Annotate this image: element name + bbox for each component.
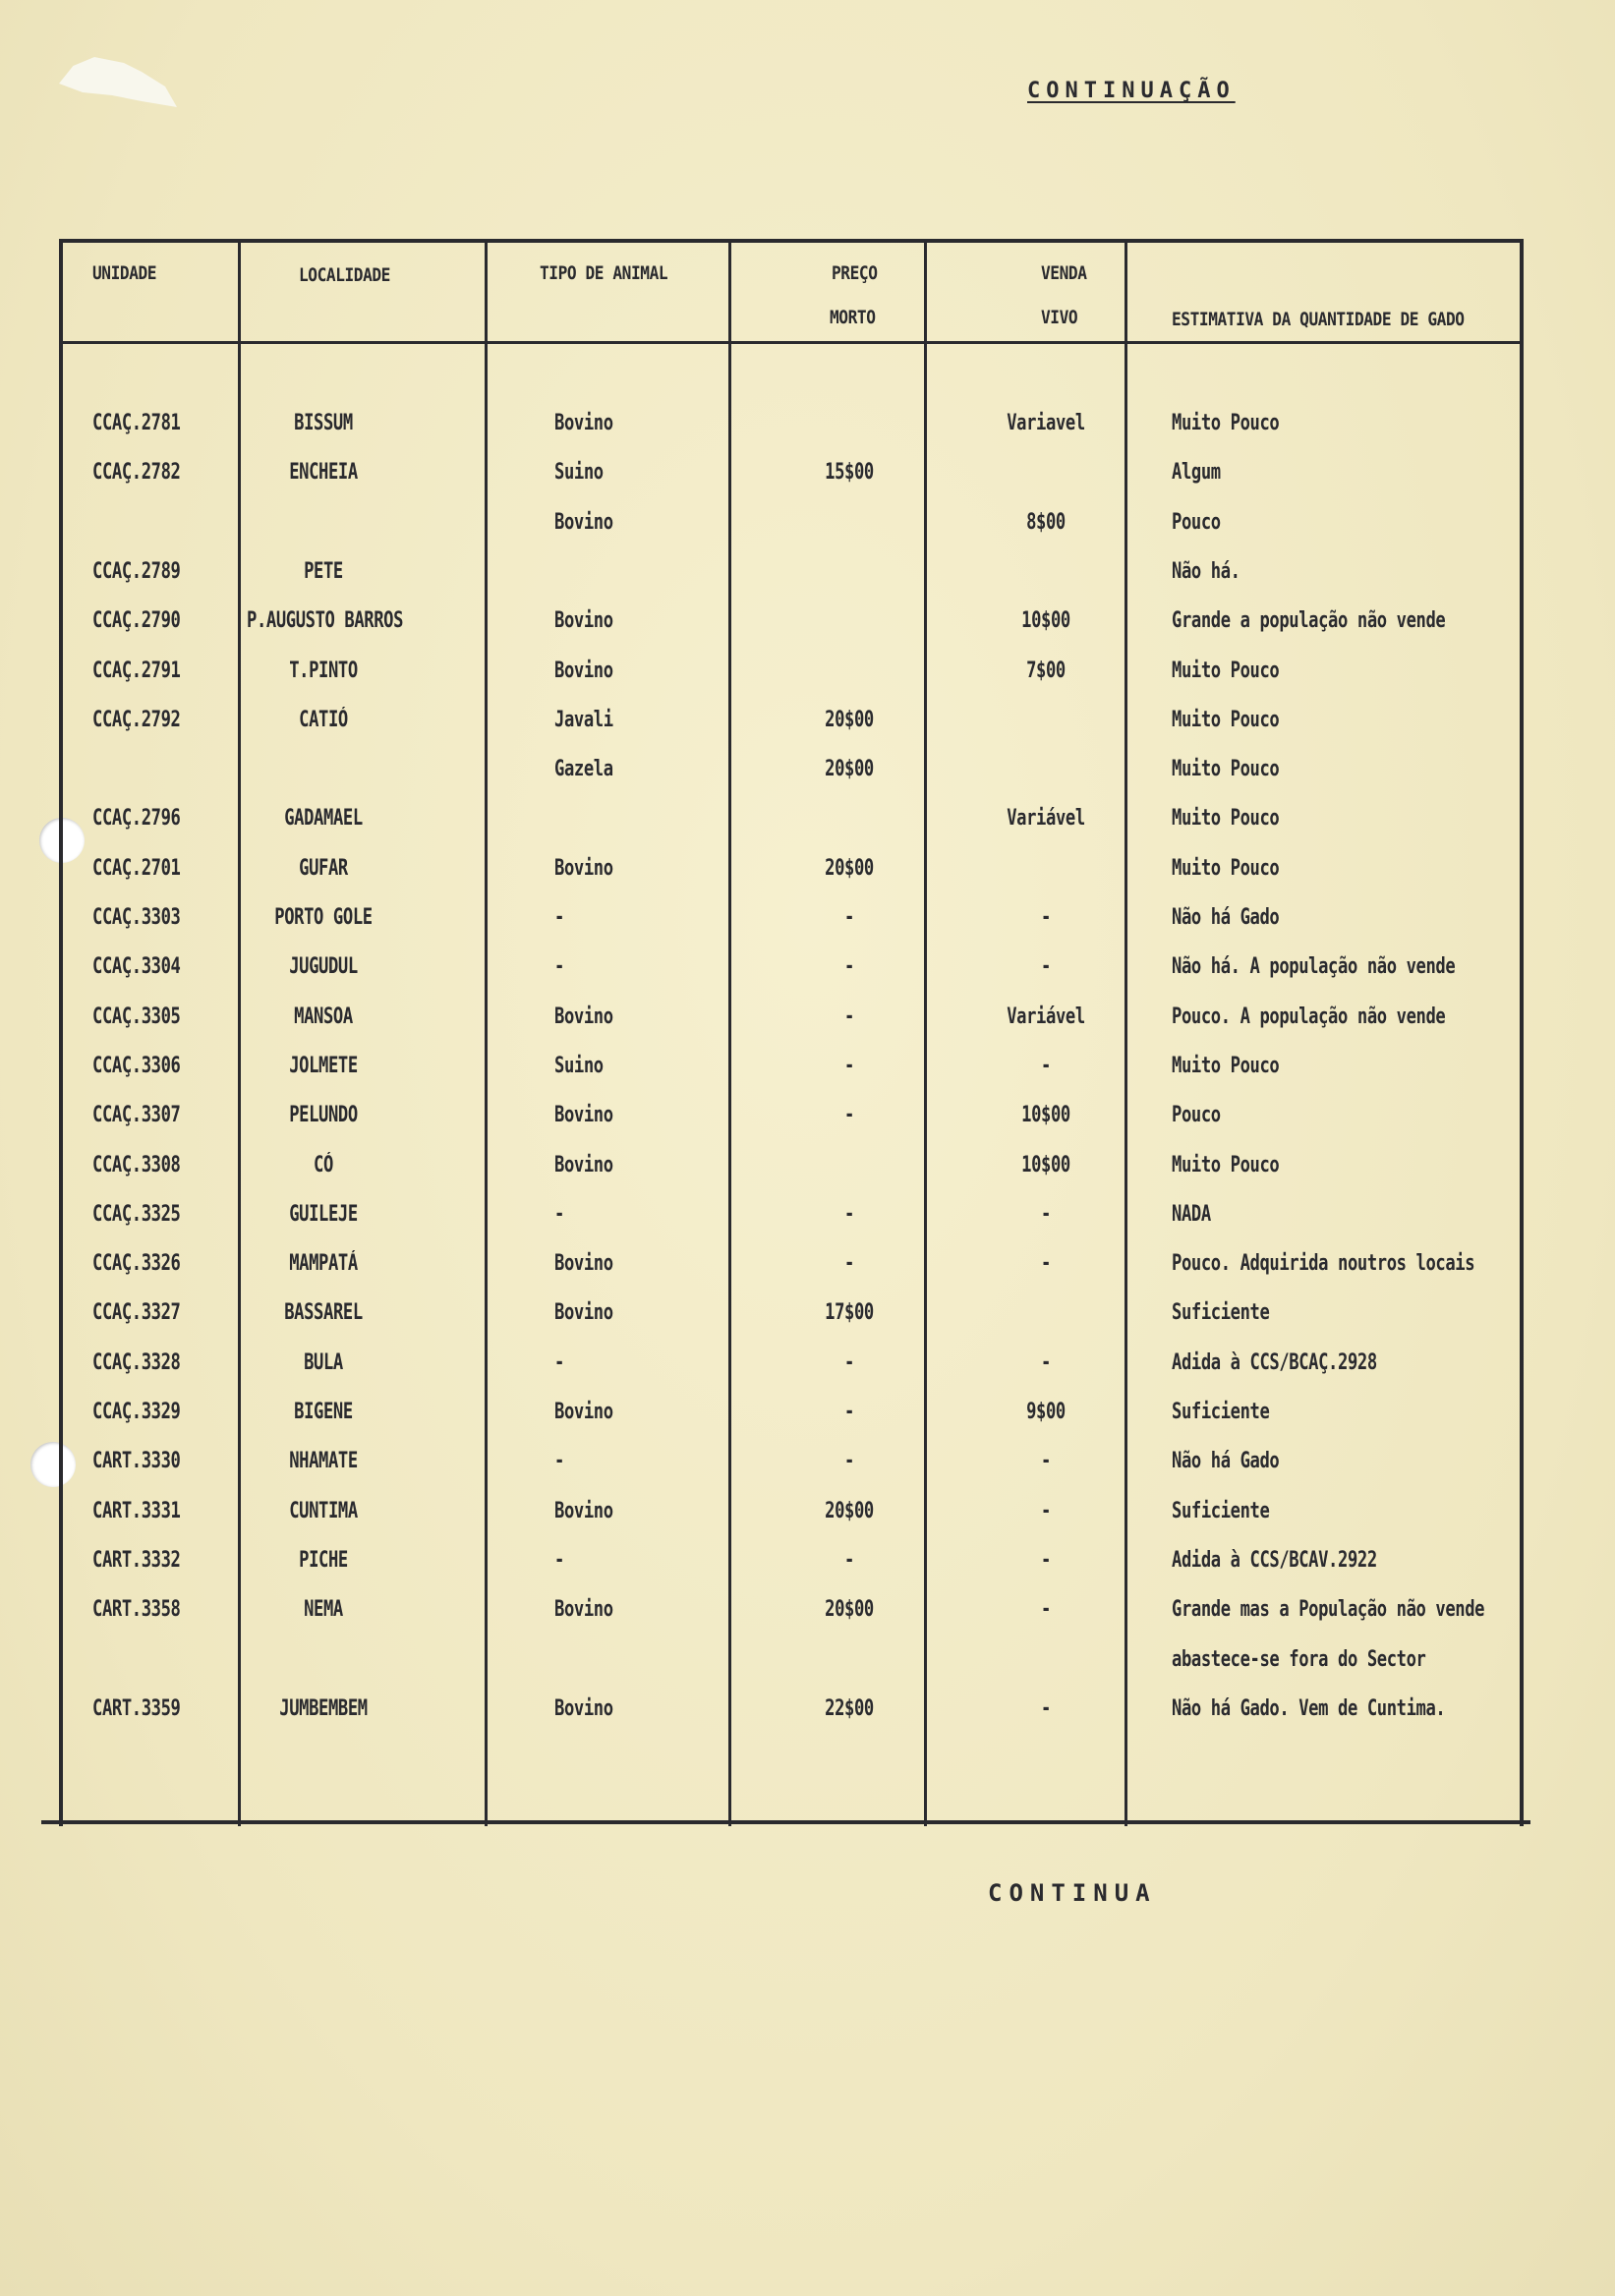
animal-type-cell: - [554,954,564,980]
estimate-cell: Grande mas a População não vende [1172,1597,1485,1623]
estimate-cell: Muito Pouco [1172,757,1280,782]
unit-cell: CCAÇ.2790 [92,608,181,634]
locality-cell: JUMBEMBEM [279,1695,368,1721]
table-row [63,411,1520,450]
continuation-heading: CONTINUAÇÃO [1027,79,1236,103]
dead-price-cell: - [844,1103,854,1128]
unit-cell: CCAÇ.2781 [92,411,181,435]
torn-corner [59,54,177,113]
dead-price-cell: - [844,1201,854,1227]
animal-type-cell: - [554,1449,564,1474]
table-row [63,1251,1520,1291]
animal-type-cell: Bovino [554,1004,613,1029]
estimate-cell: Não há. [1172,558,1240,584]
animal-type-cell: Suino [554,460,604,486]
dead-price-cell: 22$00 [825,1695,874,1721]
table-row [63,608,1520,648]
col-localidade: LOCALIDADE [299,264,390,286]
live-sale-cell: 10$00 [1021,1152,1070,1177]
dead-price-cell: - [844,1004,854,1029]
live-sale-cell: - [1041,1597,1051,1623]
dead-price-cell: - [844,905,854,930]
unit-cell: CCAÇ.3329 [92,1400,181,1424]
live-sale-cell: - [1041,1251,1051,1277]
table-row [63,559,1520,599]
dead-price-cell: 20$00 [825,757,874,782]
estimate-cell: Muito Pouco [1172,411,1280,435]
table-row [63,1548,1520,1587]
locality-cell: GUILEJE [289,1201,358,1227]
table-row [63,757,1520,796]
unit-cell: CCAÇ.3307 [92,1103,181,1128]
locality-cell: BASSAREL [284,1300,363,1326]
col-venda-top: VENDA [1041,262,1087,284]
table-row [63,1153,1520,1192]
col-estimativa: ESTIMATIVA DA QUANTIDADE DE GADO [1172,309,1465,330]
unit-cell: CCAÇ.2791 [92,658,181,683]
live-sale-cell: - [1041,905,1051,930]
animal-type-cell: Bovino [554,608,613,634]
unit-cell: CCAÇ.2792 [92,707,181,732]
locality-cell: NEMA [304,1597,343,1623]
locality-cell: BISSUM [294,411,353,435]
animal-type-cell: Bovino [554,1152,613,1177]
animal-type-cell: Bovino [554,1498,613,1523]
animal-type-cell: - [554,905,564,930]
dead-price-cell: - [844,1251,854,1277]
live-sale-cell: - [1041,1449,1051,1474]
estimate-cell: Muito Pouco [1172,855,1280,881]
live-sale-cell: - [1041,1498,1051,1523]
estimate-cell: Pouco. Adquirida noutros locais [1172,1251,1475,1277]
estimate-cell: Muito Pouco [1172,658,1280,683]
header-rule [63,341,1520,344]
unit-cell: CART.3358 [92,1597,181,1623]
estimate-cell: Suficiente [1172,1300,1270,1326]
livestock-table [59,239,1524,1826]
locality-cell: MAMPATÁ [289,1251,358,1277]
locality-cell: P.AUGUSTO BARROS [247,608,404,634]
dead-price-cell: 20$00 [825,855,874,881]
live-sale-cell: - [1041,1349,1051,1375]
dead-price-cell: 20$00 [825,1597,874,1623]
animal-type-cell: Bovino [554,509,613,535]
animal-type-cell: Bovino [554,1103,613,1128]
unit-cell: CCAÇ.3305 [92,1004,181,1029]
col-preco-bottom: MORTO [830,307,876,328]
estimate-cell: Muito Pouco [1172,806,1280,832]
dead-price-cell: - [844,1449,854,1474]
unit-cell: CCAÇ.3306 [92,1053,181,1078]
live-sale-cell: 10$00 [1021,1103,1070,1128]
estimate-cell: NADA [1172,1201,1211,1227]
locality-cell: PICHE [299,1547,348,1573]
unit-cell: CART.3331 [92,1498,181,1523]
locality-cell: BIGENE [294,1400,353,1424]
unit-cell: CCAÇ.3303 [92,905,181,930]
dead-price-cell: 15$00 [825,460,874,486]
table-row [63,1400,1520,1439]
live-sale-cell: - [1041,954,1051,980]
live-sale-cell: - [1041,1053,1051,1078]
dead-price-cell: 17$00 [825,1300,874,1326]
live-sale-cell: Variavel [1007,411,1085,435]
estimate-cell: Não há. A população não vende [1172,954,1456,980]
animal-type-cell: Bovino [554,658,613,683]
table-row [63,954,1520,994]
locality-cell: GADAMAEL [284,806,363,832]
estimate-cell: Adida à CCS/BCAV.2922 [1172,1547,1377,1573]
locality-cell: BULA [304,1349,343,1375]
unit-cell: CCAÇ.3327 [92,1300,181,1326]
locality-cell: PELUNDO [289,1103,358,1128]
animal-type-cell: Bovino [554,855,613,881]
animal-type-cell: - [554,1349,564,1375]
table-row [63,1696,1520,1736]
table-row [63,1054,1520,1093]
table-row [63,1499,1520,1538]
animal-type-cell: Bovino [554,1597,613,1623]
table-row [63,905,1520,945]
live-sale-cell: 9$00 [1026,1400,1066,1424]
bottom-rule [41,1820,1530,1824]
estimate-cell: Não há Gado [1172,905,1280,930]
animal-type-cell: Suino [554,1053,604,1078]
estimate-cell: Muito Pouco [1172,1152,1280,1177]
locality-cell: NHAMATE [289,1449,358,1474]
table-row [63,1103,1520,1142]
unit-cell: CCAÇ.3308 [92,1152,181,1177]
unit-cell: CART.3332 [92,1547,181,1573]
animal-type-cell: - [554,1547,564,1573]
table-row [63,1202,1520,1241]
estimate-cell: Muito Pouco [1172,1053,1280,1078]
locality-cell: T.PINTO [289,658,358,683]
animal-type-cell: Bovino [554,411,613,435]
unit-cell: CCAÇ.3325 [92,1201,181,1227]
dead-price-cell: - [844,954,854,980]
unit-cell: CCAÇ.2789 [92,558,181,584]
locality-cell: CÓ [314,1152,333,1177]
locality-cell: JUGUDUL [289,954,358,980]
locality-cell: CATIÓ [299,707,348,732]
estimate-cell: Suficiente [1172,1400,1270,1424]
col-venda-bottom: VIVO [1041,307,1078,328]
estimate-cell: Não há Gado [1172,1449,1280,1474]
col-tipo: TIPO DE ANIMAL [540,262,668,284]
dead-price-cell: 20$00 [825,707,874,732]
estimate-cell: Adida à CCS/BCAÇ.2928 [1172,1349,1377,1375]
dead-price-cell: - [844,1400,854,1424]
unit-cell: CCAÇ.2782 [92,460,181,486]
locality-cell: JOLMETE [289,1053,358,1078]
locality-cell: MANSOA [294,1004,353,1029]
unit-cell: CCAÇ.3328 [92,1349,181,1375]
col-unidade: UNIDADE [92,262,157,284]
continues-footer: CONTINUA [988,1879,1157,1907]
estimate-cell: Suficiente [1172,1498,1270,1523]
table-row [63,1350,1520,1390]
live-sale-cell: Variável [1007,806,1085,832]
estimate-cell: Grande a população não vende [1172,608,1446,634]
animal-type-cell: Javali [554,707,613,732]
live-sale-cell: 10$00 [1021,608,1070,634]
estimate-cell: abastece-se fora do Sector [1172,1646,1426,1672]
unit-cell: CCAÇ.3304 [92,954,181,980]
animal-type-cell: Bovino [554,1300,613,1326]
table-row [63,1004,1520,1044]
col-preco-top: PREÇO [832,262,878,284]
animal-type-cell: Bovino [554,1251,613,1277]
live-sale-cell: 7$00 [1026,658,1066,683]
locality-cell: CUNTIMA [289,1498,358,1523]
table-row [63,1647,1520,1687]
locality-cell: ENCHEIA [289,460,358,486]
table-row [63,806,1520,845]
table-row [63,510,1520,549]
live-sale-cell: - [1041,1201,1051,1227]
locality-cell: GUFAR [299,855,348,881]
dead-price-cell: 20$00 [825,1498,874,1523]
estimate-cell: Não há Gado. Vem de Cuntima. [1172,1695,1446,1721]
locality-cell: PETE [304,558,343,584]
table-row [63,460,1520,499]
animal-type-cell: - [554,1201,564,1227]
estimate-cell: Pouco [1172,509,1221,535]
locality-cell: PORTO GOLE [274,905,373,930]
unit-cell: CCAÇ.3326 [92,1251,181,1277]
live-sale-cell: Variável [1007,1004,1085,1029]
table-row [63,708,1520,747]
estimate-cell: Algum [1172,460,1221,486]
unit-cell: CCAÇ.2701 [92,855,181,881]
unit-cell: CART.3330 [92,1449,181,1474]
table-row [63,1300,1520,1340]
table-row [63,1597,1520,1636]
table-row [63,856,1520,895]
table-row [63,659,1520,698]
live-sale-cell: - [1041,1695,1051,1721]
estimate-cell: Pouco [1172,1103,1221,1128]
live-sale-cell: - [1041,1547,1051,1573]
dead-price-cell: - [844,1053,854,1078]
table-row [63,1449,1520,1488]
live-sale-cell: 8$00 [1026,509,1066,535]
dead-price-cell: - [844,1547,854,1573]
unit-cell: CCAÇ.2796 [92,806,181,832]
estimate-cell: Muito Pouco [1172,707,1280,732]
animal-type-cell: Bovino [554,1400,613,1424]
animal-type-cell: Bovino [554,1695,613,1721]
estimate-cell: Pouco. A população não vende [1172,1004,1446,1029]
unit-cell: CART.3359 [92,1695,181,1721]
animal-type-cell: Gazela [554,757,613,782]
dead-price-cell: - [844,1349,854,1375]
